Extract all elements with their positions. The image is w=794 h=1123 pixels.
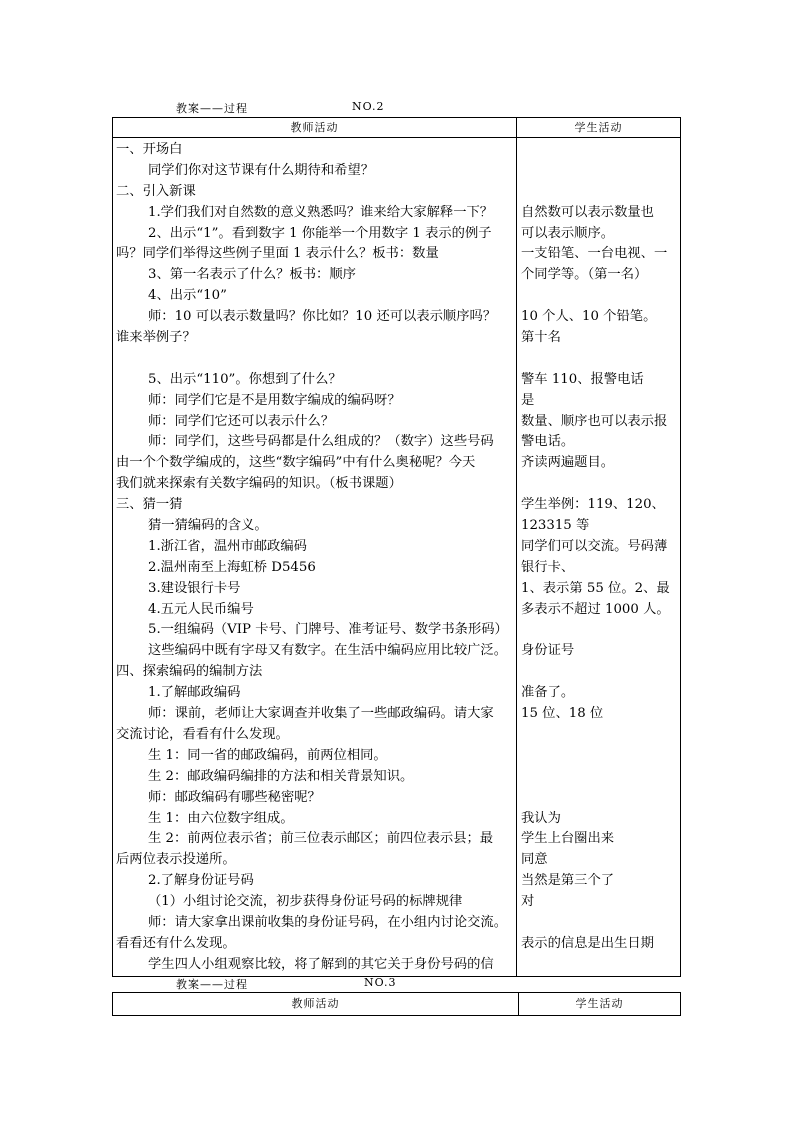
teacher-line: 师：10 可以表示数量吗？你比如？10 还可以表示顺序吗？	[148, 309, 497, 325]
student-line	[517, 161, 680, 182]
header-title-2: 教案——过程	[176, 978, 248, 991]
teacher-line: 4.五元人民币编号	[148, 601, 254, 617]
lesson-table-2	[112, 992, 681, 1016]
student-line: 学生举例：119、120、	[521, 497, 665, 513]
teacher-activity-cell	[113, 138, 517, 977]
teacher-line: 师：同学们，这些号码都是什么组成的？（数字）这些号码	[148, 434, 494, 450]
teacher-line: 2.了解身份证号码	[148, 873, 254, 889]
student-line: 10 个人、10 个铅笔。	[521, 309, 657, 325]
teacher-line: 同学们你对这节课有什么期待和希望？	[148, 162, 375, 178]
teacher-line: 4、出示“10”	[148, 288, 227, 304]
student-line	[517, 182, 680, 203]
student-line: 123315 等	[521, 518, 590, 534]
student-line: 对	[521, 894, 535, 910]
teacher-line: 交流讨论，看看有什么发现。	[116, 726, 289, 742]
teacher-line: 师：同学们它还可以表示什么？	[148, 413, 335, 429]
teacher-line: 师：邮政编码有哪些秘密呢？	[148, 789, 321, 805]
student-column-header-2: 学生活动	[519, 993, 681, 1016]
student-line: 银行卡、	[521, 559, 575, 575]
student-line	[517, 620, 680, 641]
student-line	[517, 913, 680, 934]
student-line	[517, 955, 680, 976]
teacher-line: 生 2：邮政编码编排的方法和相关背景知识。	[148, 768, 414, 784]
teacher-line: 吗？同学们举得这些例子里面 1 表示什么？板书：数量	[116, 246, 439, 262]
teacher-line	[113, 349, 516, 370]
teacher-line: 生 1：同一省的邮政编码，前两位相同。	[148, 747, 387, 763]
teacher-column-header-2: 教师活动	[113, 993, 519, 1016]
teacher-line: 由一个个数学编成的，这些“数字编码”中有什么奥秘呢？今天	[116, 455, 476, 471]
teacher-line: 1.浙江省，温州市邮政编码	[148, 538, 307, 554]
teacher-line: 生 1：由六位数字组成。	[148, 810, 294, 826]
student-line: 多表示不超过 1000 人。	[521, 601, 670, 617]
student-line: 15 位、18 位	[521, 706, 604, 722]
teacher-line: 3.建设银行卡号	[148, 580, 241, 596]
teacher-line: 看看还有什么发现。	[116, 935, 236, 951]
teacher-line: 一、开场白	[116, 142, 183, 157]
student-line	[517, 788, 680, 809]
student-line: 可以表示顺序。	[521, 225, 615, 241]
student-line: 齐读两遍题目。	[521, 455, 615, 471]
teacher-line: 学生四人小组观察比较，将了解到的其它关于身份号码的信	[148, 956, 494, 972]
teacher-line: 生 2：前两位表示省；前三位表示邮区；前四位表示县；最	[148, 831, 494, 847]
student-line	[517, 662, 680, 683]
teacher-line: （1）小组讨论交流，初步获得身份证号码的标牌规律	[148, 894, 463, 910]
teacher-line: 2、出示“1”。看到数字 1 你能举一个用数字 1 表示的例子	[148, 225, 492, 241]
student-line: 学生上台圈出来	[521, 831, 615, 847]
student-line: 是	[521, 392, 535, 408]
student-line: 当然是第三个了	[521, 873, 615, 889]
teacher-line: 猜一猜编码的含义。	[148, 518, 268, 534]
student-column-header: 学生活动	[517, 118, 681, 138]
lesson-table	[112, 117, 681, 977]
teacher-line: 师：请大家拿出课前收集的身份证号码，在小组内讨论交流。	[148, 914, 508, 930]
student-line: 准备了。	[521, 685, 575, 701]
teacher-line: 师：课前，老师让大家调查并收集了一些邮政编码。请大家	[148, 706, 494, 722]
teacher-column-header: 教师活动	[113, 118, 517, 138]
student-line	[517, 725, 680, 746]
student-line: 表示的信息是出生日期	[521, 935, 654, 951]
student-line	[517, 474, 680, 495]
student-line: 身份证号	[521, 643, 575, 659]
student-line: 警车 110、报警电话	[521, 371, 644, 387]
student-line: 一支铅笔、一台电视、一	[521, 246, 668, 262]
student-line	[517, 349, 680, 370]
teacher-line: 1.了解邮政编码	[148, 685, 241, 701]
student-line: 自然数可以表示数量也	[521, 204, 654, 220]
student-line: 同意	[521, 852, 548, 868]
student-line: 数量、顺序也可以表示报	[521, 413, 668, 429]
teacher-line: 1.学们我们对自然数的意义熟悉吗？谁来给大家解释一下？	[148, 204, 494, 220]
student-line: 警电话。	[521, 434, 575, 450]
teacher-line: 5、出示“110”。你想到了什么？	[148, 371, 342, 387]
teacher-line: 后两位表示投递所。	[116, 852, 236, 868]
student-line: 1、表示第 55 位。2、最	[521, 580, 670, 596]
student-line	[517, 746, 680, 767]
header-title: 教案——过程	[176, 102, 248, 115]
student-line: 第十名	[521, 330, 561, 346]
teacher-line: 谁来举例子？	[116, 330, 196, 346]
teacher-line: 2.温州南至上海虹桥 D5456	[148, 559, 316, 575]
teacher-line: 四、探索编码的编制方法	[116, 664, 263, 680]
student-lines	[517, 138, 680, 976]
student-line	[517, 767, 680, 788]
teacher-line: 3、第一名表示了什么？板书：顺序	[148, 267, 356, 283]
student-line: 个同学等。（第一名）	[521, 267, 648, 283]
student-line	[517, 286, 680, 307]
teacher-line: 我们就来探索有关数字编码的知识。（板书课题）	[116, 476, 402, 492]
teacher-line: 这些编码中既有字母又有数字。在生活中编码应用比较广泛。	[148, 643, 508, 659]
header-number-2: NO.3	[364, 976, 397, 989]
header-number: NO.2	[352, 100, 385, 113]
teacher-lines	[113, 138, 516, 976]
teacher-line: 师：同学们它是不是用数字编成的编码呀？	[148, 392, 401, 408]
teacher-line: 二、引入新课	[116, 183, 196, 199]
student-line	[517, 140, 680, 161]
student-activity-cell	[517, 138, 681, 977]
student-line: 我认为	[521, 810, 561, 826]
teacher-line: 三、猜一猜	[116, 497, 183, 513]
teacher-line: 5.一组编码（VIP 卡号、门牌号、准考证号、数学书条形码）	[148, 622, 508, 638]
student-line: 同学们可以交流。号码薄	[521, 538, 668, 554]
